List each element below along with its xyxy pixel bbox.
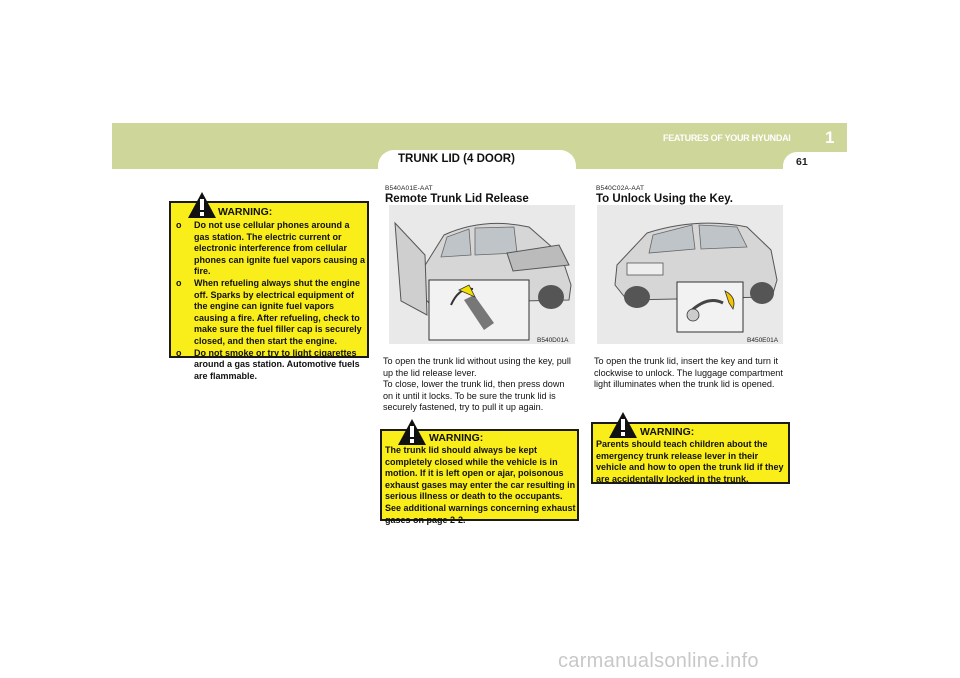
trunk-lid-warning-box	[380, 429, 579, 525]
warning-item: o Do not use cellular phones around a gas station. The electric current or electronic interference from cellular phones can ignite fuel vapors causing a fire.	[176, 220, 366, 277]
section-code: B540C02A-AAT	[596, 185, 645, 192]
section-heading: To Unlock Using the Key.	[596, 193, 733, 205]
section-code: B540A01E-AAT	[385, 185, 433, 192]
paragraph: To close, lower the trunk lid, then press down on it until it locks. To be sure the trunk lid is securely fastened, try to pull it up again.	[383, 379, 565, 413]
watermark: carmanualsonline.info	[558, 650, 759, 672]
car-rear-open-door-image	[389, 205, 575, 344]
illustration-code: B540D01A	[537, 337, 569, 344]
chapter-number: 1	[825, 128, 835, 147]
warning-list	[174, 220, 366, 382]
warning-text: The trunk lid should always be kept completely closed while the vehicle is in motion. If it is left open or ajar, poisonous exhaust gases may enter the car resulting in serious illness or death to the occupants. See additional warnings concerning exhaust gases on page 2-2.	[385, 445, 576, 525]
exclamation-icon	[397, 418, 427, 446]
body-text: To open the trunk lid, insert the key and turn it clockwise to unlock. The luggage compartment light illuminates when the trunk lid is opened.	[594, 356, 783, 390]
chapter-title: FEATURES OF YOUR HYUNDAI	[663, 133, 791, 143]
fuel-warning-box	[169, 201, 369, 381]
section-heading: Remote Trunk Lid Release	[385, 193, 529, 205]
exclamation-icon	[187, 191, 217, 219]
warning-item: o Do not smoke or try to light cigarettes around a gas station. Automotive fuels are flammable.	[176, 347, 360, 381]
unlock-key-illustration	[597, 205, 783, 344]
car-rear-key-image	[597, 205, 783, 344]
warning-title: WARNING:	[429, 432, 484, 444]
trunk-release-warning-box	[591, 422, 790, 484]
page-number: 61	[796, 156, 808, 168]
illustration-code: B450E01A	[747, 337, 779, 344]
body-text	[383, 356, 575, 414]
paragraph: To open the trunk lid without using the key, pull up the lid release lever.	[383, 356, 571, 378]
warning-item: o When refueling always shut the engine off. Sparks by electrical equipment of the engine can ignite fuel vapors causing a fire. After refueling, check to make sure the fuel filler cap is securely closed, and then start the engine.	[176, 277, 362, 346]
section-title: TRUNK LID (4 DOOR)	[398, 153, 515, 165]
trunk-release-illustration	[389, 205, 575, 344]
warning-title: WARNING:	[218, 206, 273, 218]
page-number-tab	[783, 152, 847, 170]
exclamation-icon	[608, 411, 638, 439]
warning-text: Parents should teach children about the emergency trunk release lever in their vehicle and how to open the trunk lid if they are accidentally locked in the trunk.	[596, 439, 784, 484]
warning-title: WARNING:	[640, 426, 695, 438]
